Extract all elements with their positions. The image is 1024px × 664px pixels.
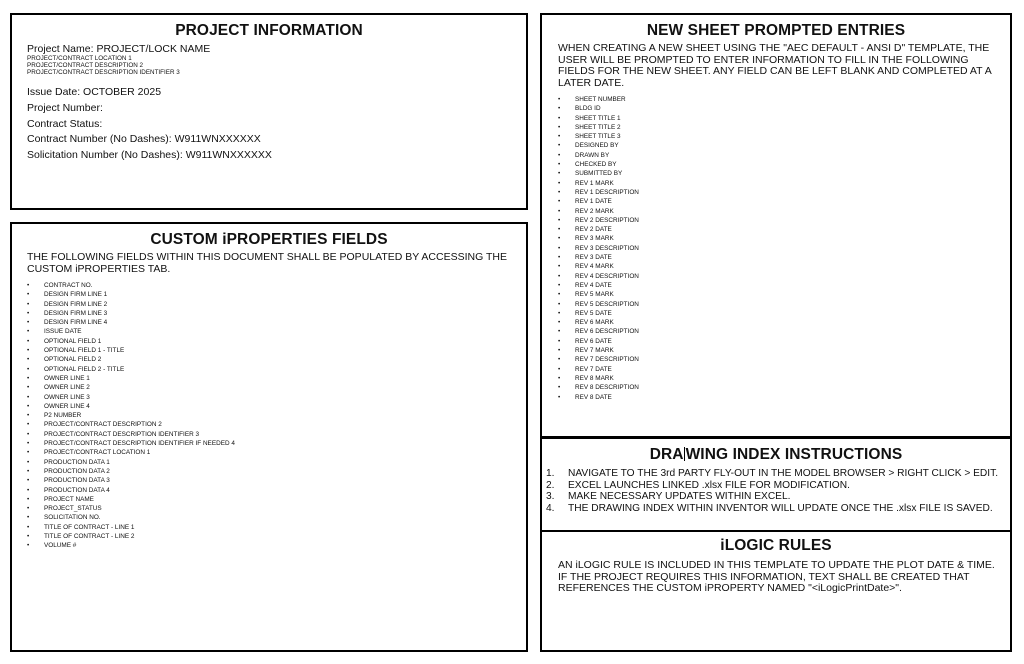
custom-iproperties-title: CUSTOM iPROPERTIES FIELDS [150,231,388,248]
sheet-entry-item: • REV 7 DESCRIPTION [558,355,1010,364]
step-number: 4. [546,502,555,514]
iproperty-field-item: • DESIGN FIRM LINE 2 [27,300,526,309]
iproperty-field-item: • PROJECT/CONTRACT DESCRIPTION IDENTIFIER 3 [27,430,526,439]
sheet-entry-item: • CHECKED BY [558,160,1010,169]
sheet-entry-item: • REV 6 MARK [558,318,1010,327]
ilogic-panel [540,530,1012,652]
sheet-entry-item: • REV 3 MARK [558,234,1010,243]
contract-status: Contract Status: [27,117,103,130]
iproperty-field-item: • DESIGN FIRM LINE 4 [27,318,526,327]
iproperty-field-item: • P2 NUMBER [27,411,526,420]
sheet-entry-item: • REV 1 MARK [558,179,1010,188]
project-information-content [12,40,526,164]
sheet-entry-item: • SUBMITTED BY [558,169,1010,178]
sheet-entry-item: • REV 5 MARK [558,290,1010,299]
project-information-panel [10,13,528,210]
project-number: Project Number: [27,101,103,114]
instruction-step [546,491,1010,503]
iproperty-field-item: • DESIGN FIRM LINE 3 [27,309,526,318]
sheet-entry-item: • REV 4 MARK [558,262,1010,271]
sheet-entry-item: • REV 3 DATE [558,253,1010,262]
drawing-index-title-part1: DRA [649,446,684,463]
sheet-entry-item: • REV 8 DATE [558,393,1010,402]
iproperty-field-item: • VOLUME # [27,541,526,550]
step-text: THE DRAWING INDEX WITHIN INVENTOR WILL UPDATE ONCE THE .xlsx FILE IS SAVED. [568,502,993,514]
iproperty-field-item: • PRODUCTION DATA 3 [27,476,526,485]
sheet-entry-item: • REV 5 DATE [558,309,1010,318]
drawing-index-title [542,446,1010,464]
iproperty-field-item: • OWNER LINE 1 [27,374,526,383]
sheet-entry-item: • REV 8 MARK [558,374,1010,383]
sheet-entry-item: • REV 6 DESCRIPTION [558,327,1010,336]
iproperty-field-item: • OPTIONAL FIELD 2 [27,355,526,364]
instruction-step [546,503,1010,515]
iproperty-field-item: • PRODUCTION DATA 4 [27,486,526,495]
ilogic-title: iLOGIC RULES [720,537,832,554]
iproperty-field-item: • PROJECT/CONTRACT DESCRIPTION IDENTIFIER IF NEEDED 4 [27,439,526,448]
drawing-index-title-part2: WING INDEX INSTRUCTIONS [685,446,903,463]
sheet-entry-item: • REV 2 DESCRIPTION [558,216,1010,225]
project-sub-line-3: PROJECT/CONTRACT DESCRIPTION IDENTIFIER 3 [27,69,180,77]
iproperty-field-item: • TITLE OF CONTRACT - LINE 2 [27,532,526,541]
sheet-entry-item: • SHEET TITLE 1 [558,114,1010,123]
instruction-step [546,480,1010,492]
sheet-entry-item: • REV 7 MARK [558,346,1010,355]
sheet-entry-item: • REV 4 DESCRIPTION [558,272,1010,281]
sheet-entry-item: • REV 3 DESCRIPTION [558,244,1010,253]
sheet-entry-item: • REV 4 DATE [558,281,1010,290]
step-text: EXCEL LAUNCHES LINKED .xlsx FILE FOR MODIFICATION. [568,479,850,491]
contract-number: Contract Number (No Dashes): W911WNXXXXXX [27,133,261,146]
step-number: 3. [546,491,555,502]
drawing-index-panel [540,437,1012,532]
sheet-entry-item: • SHEET TITLE 3 [558,132,1010,141]
custom-iproperties-intro: THE FOLLOWING FIELDS WITHIN THIS DOCUMENT SHALL BE POPULATED BY ACCESSING THE CUSTOM iPROPERTIES TAB. [27,251,507,275]
project-sub-line-1: PROJECT/CONTRACT LOCATION 1 [27,55,132,62]
iproperty-field-item: • PROJECT/CONTRACT LOCATION 1 [27,448,526,457]
project-information-title: PROJECT INFORMATION [175,22,363,39]
iproperty-field-item: • OPTIONAL FIELD 2 - TITLE [27,365,526,374]
iproperty-field-item: • PROJECT_STATUS [27,504,526,513]
iproperty-field-item: • DESIGN FIRM LINE 1 [27,290,526,299]
new-sheet-intro: WHEN CREATING A NEW SHEET USING THE "AEC DEFAULT - ANSI D" TEMPLATE, THE USER WILL BE PROMPTED TO ENTER INFORMATION TO FILL IN THE FOLLOWING FIELDS FOR THE NEW SHEET. ANY FIELD CAN BE LEFT BLANK AND COMPLETED AT A LATER DATE. [558,42,992,89]
iproperty-field-item: • TITLE OF CONTRACT - LINE 1 [27,523,526,532]
sheet-entry-item: • SHEET NUMBER [558,95,1010,104]
sheet-entry-item: • SHEET TITLE 2 [558,123,1010,132]
iproperty-field-item: • PRODUCTION DATA 2 [27,467,526,476]
project-sub-line-2: PROJECT/CONTRACT DESCRIPTION 2 [27,62,144,70]
step-text: MAKE NECESSARY UPDATES WITHIN EXCEL. [568,491,791,502]
new-sheet-panel [540,13,1012,438]
sheet-entry-item: • REV 8 DESCRIPTION [558,383,1010,392]
drawing-index-steps [542,464,1010,514]
step-number: 1. [546,468,555,479]
sheet-entry-item: • REV 6 DATE [558,337,1010,346]
iproperty-field-item: • SOLICITATION NO. [27,513,526,522]
ilogic-text: AN iLOGIC RULE IS INCLUDED IN THIS TEMPLATE TO UPDATE THE PLOT DATE & TIME. IF THE PROJECT REQUIRES THIS INFORMATION, TEXT SHALL BE CREATED THAT REFERENCES THE CUSTOM iPROPERTY NAMED "<iLogicPrintDate>". [558,559,995,594]
step-number: 2. [546,479,555,491]
sheet-entry-item: • BLDG ID [558,104,1010,113]
new-sheet-title: NEW SHEET PROMPTED ENTRIES [646,22,906,39]
sheet-entry-item: • REV 1 DATE [558,197,1010,206]
instruction-step [546,468,1010,480]
iproperty-field-item: • OWNER LINE 4 [27,402,526,411]
step-text: NAVIGATE TO THE 3rd PARTY FLY-OUT IN THE MODEL BROWSER > RIGHT CLICK > EDIT. [568,468,999,479]
iproperty-field-item: • CONTRACT NO. [27,281,526,290]
iproperty-field-item: • OWNER LINE 3 [27,393,526,402]
sheet-entry-item: • DESIGNED BY [558,141,1010,150]
solicitation-number: Solicitation Number (No Dashes): W911WNXXXXXX [27,149,272,162]
sheet-entry-item: • DRAWN BY [558,151,1010,160]
iproperty-field-item: • ISSUE DATE [27,327,526,336]
iproperty-field-item: • PROJECT/CONTRACT DESCRIPTION 2 [27,420,526,429]
iproperty-field-item: • PRODUCTION DATA 1 [27,458,526,467]
iproperty-field-item: • OPTIONAL FIELD 1 - TITLE [27,346,526,355]
sheet-entry-item: • REV 2 DATE [558,225,1010,234]
project-name: Project Name: PROJECT/LOCK NAME [27,43,211,55]
sheet-entry-item: • REV 7 DATE [558,365,1010,374]
custom-iproperties-list [12,275,526,551]
issue-date: Issue Date: OCTOBER 2025 [27,86,162,99]
sheet-entry-item: • REV 1 DESCRIPTION [558,188,1010,197]
custom-iproperties-panel [10,222,528,652]
sheet-entry-item: • REV 2 MARK [558,207,1010,216]
sheet-entry-item: • REV 5 DESCRIPTION [558,300,1010,309]
iproperty-field-item: • PROJECT NAME [27,495,526,504]
new-sheet-list [542,89,1010,402]
iproperty-field-item: • OPTIONAL FIELD 1 [27,337,526,346]
iproperty-field-item: • OWNER LINE 2 [27,383,526,392]
